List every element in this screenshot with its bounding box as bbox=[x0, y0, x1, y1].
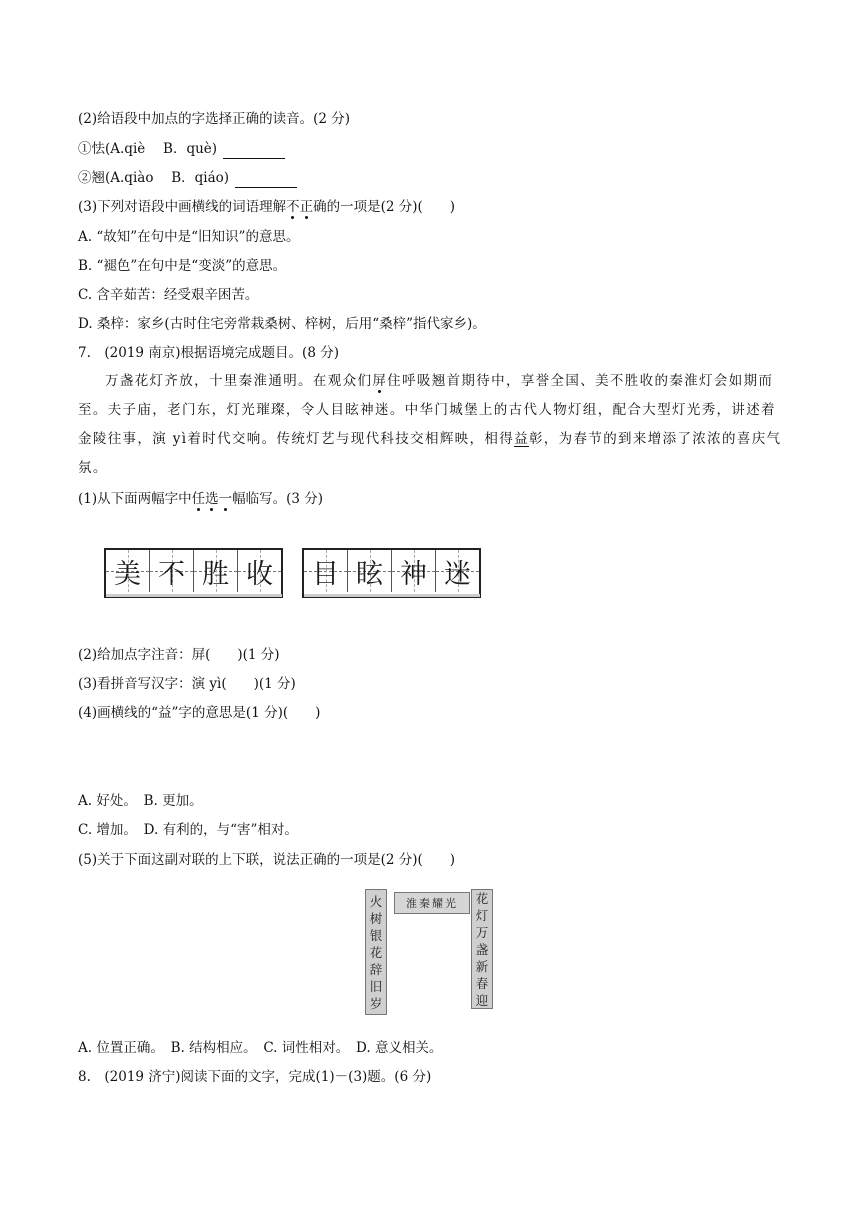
q7-sub3-prompt: (3)看拼音写汉字：演 yì( )(1 分) bbox=[78, 676, 296, 692]
couplet-left-scroll bbox=[365, 889, 387, 1015]
calligraphy-cell: 美 bbox=[106, 550, 150, 592]
couplet-char: 灯 bbox=[475, 907, 489, 923]
calligraphy-box-1 bbox=[104, 548, 283, 598]
dotted-char: 任 bbox=[191, 491, 206, 507]
q6-option-a: A. “故知”在句中是“旧知识”的意思。 bbox=[78, 229, 300, 245]
couplet-char: 新 bbox=[475, 958, 489, 974]
dotted-char: 屏 bbox=[372, 373, 388, 389]
couplet-char: 旧 bbox=[369, 978, 383, 994]
couplet-char: 树 bbox=[369, 910, 383, 926]
calligraphy-shadow bbox=[304, 594, 480, 597]
dotted-char: 正 bbox=[299, 199, 314, 215]
q7-sub4-options-cd: C. 增加。 D. 有利的，与“害”相对。 bbox=[78, 822, 298, 838]
q7-sub5-prompt: (5)关于下面这副对联的上下联，说法正确的一项是(2 分)( ) bbox=[78, 852, 456, 868]
underlined-char: 益 bbox=[514, 431, 529, 447]
q7-passage: 万盏花灯齐放，十里秦淮通明。在观众们屏住呼吸翘首期待中，享誉全国、美不胜收的秦淮灯会如期而至。夫子庙，老门东，灯光璀璨，令人目眩神迷。中华门城堡上的古代人物灯组，配合大型灯光秀，讲述着金陵往事，演 yì着时代交响。传统灯艺与现代科技交相辉映，相得益彰，为春节的到来增添了浓浓的喜庆气氛。 bbox=[78, 373, 782, 476]
couplet-char: 花 bbox=[369, 944, 383, 960]
dotted-char: 选 bbox=[205, 491, 219, 507]
dotted-char: 一 bbox=[218, 491, 233, 507]
q7-sub1-prompt: (1)从下面两幅字中任选一幅临写。(3 分) bbox=[78, 491, 324, 507]
couplet-horizontal-scroll: 淮秦耀光 bbox=[394, 892, 470, 914]
couplet-char: 辞 bbox=[369, 961, 383, 977]
q6-sub2-prompt: (2)给语段中加点的字选择正确的读音。(2 分) bbox=[78, 111, 351, 127]
calligraphy-cell: 不 bbox=[150, 550, 194, 592]
calligraphy-cell: 收 bbox=[238, 550, 281, 592]
q6-option-c: C. 含辛茹苦：经受艰辛困苦。 bbox=[78, 287, 259, 303]
couplet-char: 银 bbox=[369, 927, 383, 943]
q6-option-d: D. 桑梓：家乡(古时住宅旁常栽桑树、梓树，后用“桑梓”指代家乡)。 bbox=[78, 316, 486, 332]
calligraphy-cell: 神 bbox=[392, 550, 436, 592]
q7-sub5-options: A. 位置正确。 B. 结构相应。 C. 词性相对。 D. 意义相关。 bbox=[78, 1040, 443, 1056]
answer-blank-2[interactable] bbox=[235, 173, 297, 188]
q7-sub4-options-ab: A. 好处。 B. 更加。 bbox=[78, 793, 203, 809]
q6-sub2-option-2: ②翘(A.qiào B．qiáo) bbox=[78, 168, 297, 188]
couplet-char: 春 bbox=[475, 975, 489, 991]
q6-option-b: B. “褪色”在句中是“变淡”的意思。 bbox=[78, 258, 287, 274]
calligraphy-shadow bbox=[106, 594, 282, 597]
couplet-char: 迎 bbox=[475, 992, 489, 1008]
dotted-char: 不 bbox=[286, 199, 300, 215]
calligraphy-box-2 bbox=[302, 548, 481, 598]
q8-title: 8. (2019 济宁)阅读下面的文字，完成(1)－(3)题。(6 分) bbox=[78, 1069, 432, 1085]
calligraphy-cell: 眩 bbox=[348, 550, 392, 592]
couplet-char: 岁 bbox=[369, 995, 383, 1011]
calligraphy-cell: 胜 bbox=[194, 550, 238, 592]
q6-sub2-option-1: ①怯(A.qiè B．què) bbox=[78, 139, 285, 159]
couplet-char: 火 bbox=[369, 893, 383, 909]
calligraphy-cell: 迷 bbox=[436, 550, 479, 592]
couplet-right-scroll bbox=[471, 889, 493, 1009]
q6-sub3-prompt: (3)下列对语段中画横线的词语理解不正确的一项是(2 分)( ) bbox=[78, 199, 456, 215]
q7-sub2-prompt: (2)给加点字注音：屏( )(1 分) bbox=[78, 647, 280, 663]
couplet-char: 花 bbox=[475, 890, 489, 906]
answer-blank-1[interactable] bbox=[223, 144, 285, 159]
q7-sub4-prompt: (4)画横线的“益”字的意思是(1 分)( ) bbox=[78, 705, 321, 721]
couplet-char: 万 bbox=[475, 924, 489, 940]
calligraphy-cell: 目 bbox=[304, 550, 348, 592]
q7-title: 7. (2019 南京)根据语境完成题目。(8 分) bbox=[78, 345, 339, 361]
couplet-char: 盏 bbox=[475, 941, 489, 957]
